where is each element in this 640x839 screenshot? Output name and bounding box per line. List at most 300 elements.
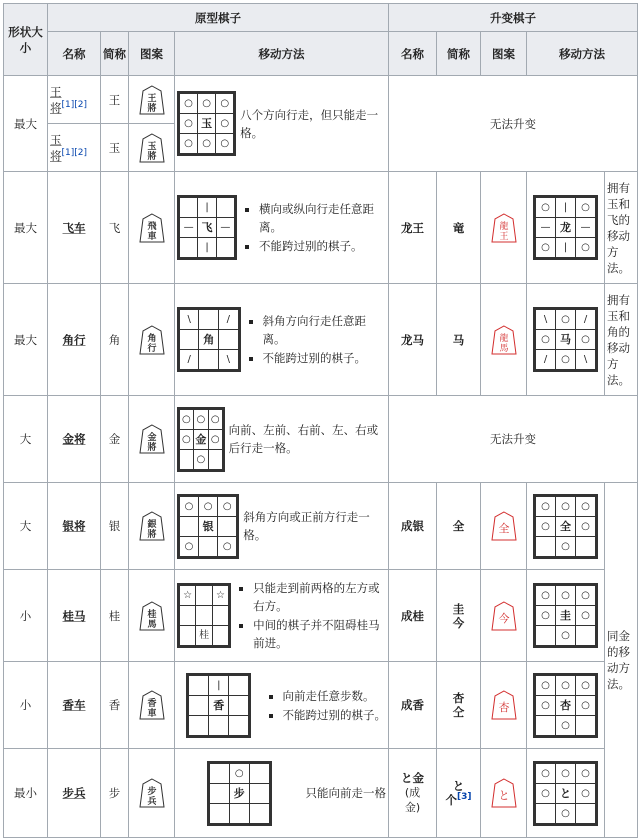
glyph: 步 — [146, 787, 157, 797]
grid-cell: 桂 — [196, 626, 213, 647]
horse-piece-icon — [491, 325, 517, 355]
promoted-piece-image — [481, 284, 527, 396]
promoted-movement-cell — [527, 570, 605, 662]
promoted-abbr-cell: 全 — [437, 483, 481, 570]
name-text: 步兵 — [62, 786, 86, 800]
dragon-piece-icon — [491, 213, 517, 243]
grid-cell — [535, 626, 556, 647]
grid-cell: ○ — [576, 516, 597, 536]
grid-cell — [208, 449, 223, 470]
glyph: 杏 — [498, 701, 509, 714]
table-row — [4, 76, 638, 124]
grid-cell: ○ — [535, 197, 556, 218]
glyph: 馬 — [146, 619, 157, 630]
shogi-piece-table — [3, 3, 638, 838]
no-promotion-cell: 无法升变 — [389, 396, 638, 483]
table-row — [4, 483, 638, 570]
grid-cell: ○ — [197, 93, 215, 114]
piece-name-link[interactable] — [48, 124, 101, 172]
glyph: 將 — [146, 530, 157, 540]
promoted-piece-image — [481, 662, 527, 749]
table-row — [4, 662, 638, 749]
promoted-abbr-cell — [437, 662, 481, 749]
move-grid — [533, 673, 598, 738]
grid-cell: ○ — [208, 408, 223, 429]
grid-cell — [196, 585, 213, 606]
grid-cell: ○ — [535, 330, 556, 350]
glyph: 今 — [498, 611, 509, 625]
grid-cell — [179, 197, 198, 218]
grid-cell: ○ — [216, 93, 235, 114]
king-piece-icon — [139, 85, 165, 115]
promoted-movement-header: 移动方法 — [527, 32, 638, 76]
piece-name-link[interactable] — [48, 570, 101, 662]
move-grid — [177, 407, 225, 472]
movement-rule: ▪ 不能跨过别的棋子。 — [259, 237, 386, 255]
table-row — [4, 749, 638, 838]
promoted-abbr-cell — [437, 570, 481, 662]
piece-name-link[interactable] — [48, 749, 101, 838]
grid-cell — [212, 606, 229, 626]
promoted-name-cell: 成银 — [389, 483, 437, 570]
grid-cell — [576, 626, 597, 647]
glyph: 玉 — [146, 141, 157, 152]
grid-cell: ○ — [179, 495, 199, 516]
movement-cell — [175, 172, 389, 284]
grid-cell — [229, 803, 249, 824]
grid-center-piece: 金 — [193, 429, 208, 449]
size-cell: 最大 — [4, 76, 48, 172]
name-line: 金) — [404, 801, 421, 814]
glyph: 飛 — [146, 221, 157, 232]
grid-cell: / — [535, 350, 556, 371]
grid-cell: ○ — [229, 762, 249, 783]
grid-cell: ○ — [576, 695, 597, 715]
grid-cell: ○ — [576, 783, 597, 803]
piece-name-link[interactable] — [48, 172, 101, 284]
glyph: 將 — [146, 443, 157, 453]
name-text: 金将 — [62, 432, 86, 446]
move-grid — [207, 761, 272, 826]
grid-cell: ○ — [576, 238, 597, 259]
grid-cell — [535, 536, 556, 557]
grid-cell — [179, 606, 196, 626]
grid-cell: ○ — [535, 516, 556, 536]
ref-link[interactable]: [1] — [61, 147, 75, 158]
grid-center-piece: 圭 — [556, 606, 576, 626]
ref-link[interactable]: [1] — [61, 99, 75, 110]
size-cell: 最大 — [4, 172, 48, 284]
grid-center-piece: 步 — [229, 783, 249, 803]
grid-center-piece — [196, 606, 213, 626]
name-char: 王 — [50, 84, 62, 99]
movement-cell — [175, 76, 389, 172]
grid-cell: ○ — [556, 536, 576, 557]
size-header: 形状大小 — [4, 4, 48, 76]
promoted-name-cell: 龙王 — [389, 172, 437, 284]
movement-header: 移动方法 — [175, 32, 389, 76]
grid-cell: ○ — [556, 803, 576, 824]
movement-desc: 向前、左前、右前、左、右或后行走一格。 — [228, 423, 379, 455]
move-grid — [533, 583, 598, 648]
promoted-desc-cell: 同金的移动方法。 — [605, 483, 638, 838]
size-cell: 大 — [4, 396, 48, 483]
grid-cell: ○ — [208, 429, 223, 449]
promoted-movement-cell — [527, 172, 605, 284]
movement-desc: 八个方向行走，但只能走一格。 — [240, 107, 379, 140]
promoted-movement-cell — [527, 662, 605, 749]
abbr-char: 杏 — [452, 691, 465, 705]
grid-center-piece: 玉 — [197, 114, 215, 134]
move-grid — [177, 195, 237, 260]
grid-cell: ○ — [179, 536, 199, 557]
grid-cell — [535, 715, 556, 736]
picture-header: 图案 — [129, 32, 175, 76]
grid-cell: ○ — [535, 495, 556, 516]
grid-cell: ○ — [556, 762, 576, 783]
grid-cell — [179, 626, 196, 647]
grid-cell: — — [216, 218, 235, 238]
move-grid — [186, 673, 251, 738]
grid-cell: \ — [219, 350, 239, 371]
grid-cell: ○ — [556, 495, 576, 516]
silver-piece-icon — [139, 511, 165, 541]
grid-cell: ○ — [179, 429, 194, 449]
grid-cell — [576, 715, 597, 736]
grid-center-piece: 飞 — [198, 218, 216, 238]
promoted-name-cell: 成桂 — [389, 570, 437, 662]
grid-cell: ○ — [556, 350, 576, 371]
grid-cell: ○ — [535, 695, 556, 715]
abbr-char: と — [452, 779, 465, 793]
grid-cell: | — [209, 674, 229, 695]
grid-cell: \ — [535, 309, 556, 330]
abbr-cell: 步 — [101, 749, 129, 838]
glyph: 車 — [146, 231, 157, 242]
grid-cell: ○ — [576, 197, 597, 218]
bishop-piece-icon — [139, 325, 165, 355]
grid-center-piece: 全 — [556, 516, 576, 536]
grid-cell: / — [576, 309, 597, 330]
size-cell: 大 — [4, 483, 48, 570]
piece-image — [129, 396, 175, 483]
name-char: 将 — [50, 100, 62, 115]
grid-cell: ○ — [193, 408, 208, 429]
grid-center-piece: 马 — [556, 330, 576, 350]
grid-cell: | — [556, 197, 576, 218]
promoted-abbr-header: 简称 — [437, 32, 481, 76]
movement-desc: 斜角方向或正前方行走一格。 — [243, 510, 370, 542]
abbr-cell: 角 — [101, 284, 129, 396]
grid-cell: ○ — [556, 309, 576, 330]
abbr-char: 仝 — [452, 705, 465, 719]
grid-cell — [212, 626, 229, 647]
grid-cell — [208, 803, 229, 824]
promoted-piece-image — [481, 749, 527, 838]
lance-piece-icon — [139, 690, 165, 720]
grid-cell: ○ — [576, 330, 597, 350]
promoted-name-cell — [389, 749, 437, 838]
grid-cell: | — [198, 197, 216, 218]
glyph: 將 — [146, 103, 157, 114]
promoted-abbr-cell: 竜 — [437, 172, 481, 284]
size-cell: 最小 — [4, 749, 48, 838]
grid-cell: ○ — [218, 495, 238, 516]
piece-image — [129, 483, 175, 570]
promoted-knight-icon — [491, 601, 517, 631]
grid-center-piece: 香 — [209, 695, 229, 715]
glyph: 王 — [146, 93, 157, 104]
movement-rule: ▪ 中间的棋子并不阻碍桂马前进。 — [253, 616, 386, 652]
abbr-char: 个 — [445, 793, 457, 807]
grid-cell — [188, 674, 209, 695]
grid-center-piece: 龙 — [556, 218, 576, 238]
grid-cell: ○ — [535, 674, 556, 695]
grid-cell — [179, 449, 194, 470]
name-text: 香车 — [62, 698, 86, 712]
name-text: 银将 — [62, 519, 86, 533]
jade-piece-icon — [139, 133, 165, 163]
movement-rule: ▪ 不能跨过别的棋子。 — [283, 706, 387, 724]
movement-rule: ▪ 只能走到前两格的左方或右方。 — [253, 579, 386, 615]
grid-cell: — — [576, 218, 597, 238]
grid-cell — [229, 674, 250, 695]
promoted-piece-image — [481, 172, 527, 284]
abbr-char: 圭 — [452, 601, 465, 616]
promoted-name-cell: 成香 — [389, 662, 437, 749]
grid-cell: ☆ — [179, 585, 196, 606]
pawn-piece-icon — [139, 778, 165, 808]
piece-name-link[interactable] — [48, 76, 101, 124]
grid-cell — [208, 762, 229, 783]
glyph: 龍 — [498, 221, 509, 232]
grid-cell: ○ — [576, 495, 597, 516]
move-grid — [533, 761, 598, 826]
piece-image — [129, 76, 175, 124]
glyph: と — [498, 789, 509, 802]
grid-cell: | — [556, 238, 576, 259]
promoted-group-header: 升变棋子 — [389, 4, 638, 32]
glyph: 全 — [498, 522, 509, 535]
move-grid — [177, 307, 241, 372]
grid-cell — [249, 762, 270, 783]
table-row — [4, 284, 638, 396]
grid-cell — [229, 695, 250, 715]
grid-cell: ○ — [576, 674, 597, 695]
piece-name-link[interactable] — [48, 396, 101, 483]
grid-cell — [216, 197, 235, 218]
grid-cell: ○ — [179, 93, 198, 114]
promoted-name-cell: 龙马 — [389, 284, 437, 396]
size-cell: 小 — [4, 570, 48, 662]
grid-cell — [199, 350, 219, 371]
glyph: 龍 — [498, 333, 509, 344]
glyph: 兵 — [146, 797, 157, 807]
table-row — [4, 570, 638, 662]
abbr-cell: 玉 — [101, 124, 129, 172]
grid-cell — [535, 803, 556, 824]
grid-cell — [188, 695, 209, 715]
grid-cell — [218, 516, 238, 536]
ref-link[interactable]: [2] — [74, 99, 87, 110]
piece-image — [129, 570, 175, 662]
grid-cell: \ — [179, 309, 199, 330]
promoted-abbr-cell: 马 — [437, 284, 481, 396]
size-cell: 小 — [4, 662, 48, 749]
piece-image — [129, 662, 175, 749]
grid-cell: ○ — [556, 585, 576, 606]
abbr-cell: 金 — [101, 396, 129, 483]
glyph: 將 — [146, 151, 157, 162]
grid-cell — [209, 715, 229, 736]
abbr-header: 简称 — [101, 32, 129, 76]
ref-link[interactable]: [3] — [457, 792, 472, 803]
move-grid — [533, 195, 598, 260]
grid-cell — [249, 803, 270, 824]
grid-center-piece: 银 — [198, 516, 217, 536]
grid-cell: / — [179, 350, 199, 371]
glyph: 桂 — [146, 609, 157, 620]
grid-center-piece: 杏 — [556, 695, 576, 715]
grid-cell: ○ — [198, 495, 217, 516]
name-text: 飞车 — [62, 220, 86, 235]
grid-cell — [216, 238, 235, 259]
grid-cell — [179, 516, 199, 536]
movement-rule: ▪ 向前走任意步数。 — [283, 687, 387, 705]
abbr-cell: 香 — [101, 662, 129, 749]
grid-cell — [179, 238, 198, 259]
grid-cell: ○ — [179, 408, 194, 429]
grid-cell — [249, 783, 270, 803]
glyph: 馬 — [498, 343, 509, 354]
promoted-silver-icon — [491, 511, 517, 541]
grid-cell: ○ — [197, 134, 215, 155]
glyph: 車 — [146, 709, 157, 719]
grid-cell: ☆ — [212, 585, 229, 606]
promoted-lance-icon — [491, 690, 517, 720]
grid-cell: / — [219, 309, 239, 330]
grid-cell: ○ — [556, 626, 576, 647]
movement-cell — [175, 396, 389, 483]
grid-center-piece: 角 — [199, 330, 219, 350]
abbr-cell: 桂 — [101, 570, 129, 662]
piece-image — [129, 284, 175, 396]
rook-piece-icon — [139, 213, 165, 243]
piece-image — [129, 124, 175, 172]
movement-rule: ▪ 斜角方向行走任意距离。 — [263, 312, 386, 348]
glyph: 金 — [146, 433, 157, 443]
promoted-movement-cell — [527, 284, 605, 396]
no-promotion-cell: 无法升变 — [389, 76, 638, 172]
ref-link[interactable]: [2] — [74, 147, 87, 158]
grid-cell: \ — [576, 350, 597, 371]
table-row — [4, 172, 638, 284]
original-group-header: 原型棋子 — [48, 4, 389, 32]
grid-cell: ○ — [535, 783, 556, 803]
promoted-desc-cell: 拥有玉和飞的移动方法。 — [605, 172, 638, 284]
movement-rule: ▪ 横向或纵向行走任意距离。 — [259, 200, 386, 236]
abbr-cell: 飞 — [101, 172, 129, 284]
piece-name-link[interactable] — [48, 284, 101, 396]
grid-cell: ○ — [193, 449, 208, 470]
name-text: 桂马 — [62, 608, 86, 623]
grid-cell — [576, 536, 597, 557]
grid-cell — [219, 330, 239, 350]
promoted-picture-header: 图案 — [481, 32, 527, 76]
name-char: 将 — [50, 148, 62, 163]
promoted-piece-image — [481, 483, 527, 570]
name-header: 名称 — [48, 32, 101, 76]
gold-piece-icon — [139, 424, 165, 454]
name-line: (成 — [404, 786, 421, 799]
knight-piece-icon — [139, 601, 165, 631]
grid-cell: — — [535, 218, 556, 238]
promoted-movement-cell — [527, 483, 605, 570]
grid-cell: | — [198, 238, 216, 259]
grid-cell: ○ — [535, 585, 556, 606]
grid-cell: ○ — [576, 606, 597, 626]
promoted-piece-image — [481, 570, 527, 662]
movement-cell — [175, 662, 389, 749]
grid-cell: — — [179, 218, 198, 238]
name-text: 角行 — [62, 332, 86, 347]
glyph: 行 — [146, 343, 157, 354]
grid-cell: ○ — [535, 238, 556, 259]
grid-cell — [208, 783, 229, 803]
movement-cell — [175, 749, 389, 838]
piece-image — [129, 749, 175, 838]
move-grid — [177, 583, 231, 648]
movement-cell — [175, 570, 389, 662]
name-line: と金 — [401, 771, 424, 785]
move-grid — [533, 307, 598, 372]
glyph: 香 — [146, 699, 157, 709]
promoted-name-header: 名称 — [389, 32, 437, 76]
move-grid — [177, 91, 236, 156]
grid-cell — [199, 309, 219, 330]
movement-rule: ▪ 不能跨过别的棋子。 — [263, 349, 386, 367]
grid-cell: ○ — [556, 674, 576, 695]
grid-cell: ○ — [576, 585, 597, 606]
promoted-movement-cell — [527, 749, 605, 838]
grid-cell — [229, 715, 250, 736]
piece-image — [129, 172, 175, 284]
size-cell: 最大 — [4, 284, 48, 396]
glyph: 銀 — [146, 520, 157, 530]
abbr-char: 今 — [452, 615, 465, 630]
grid-cell: ○ — [179, 114, 198, 134]
abbr-cell: 银 — [101, 483, 129, 570]
grid-cell: ○ — [179, 134, 198, 155]
grid-cell — [179, 330, 199, 350]
grid-cell — [188, 715, 209, 736]
grid-cell: ○ — [556, 715, 576, 736]
glyph: 王 — [498, 231, 509, 242]
movement-cell — [175, 483, 389, 570]
grid-cell — [198, 536, 217, 557]
grid-cell: ○ — [218, 536, 238, 557]
grid-cell: ○ — [576, 762, 597, 783]
glyph: 角 — [146, 333, 157, 344]
piece-name-link[interactable] — [48, 483, 101, 570]
movement-cell — [175, 284, 389, 396]
grid-cell: ○ — [216, 134, 235, 155]
tokin-piece-icon — [491, 778, 517, 808]
promoted-abbr-cell — [437, 749, 481, 838]
name-char: 玉 — [50, 132, 62, 147]
piece-name-link[interactable] — [48, 662, 101, 749]
grid-center-piece: と — [556, 783, 576, 803]
